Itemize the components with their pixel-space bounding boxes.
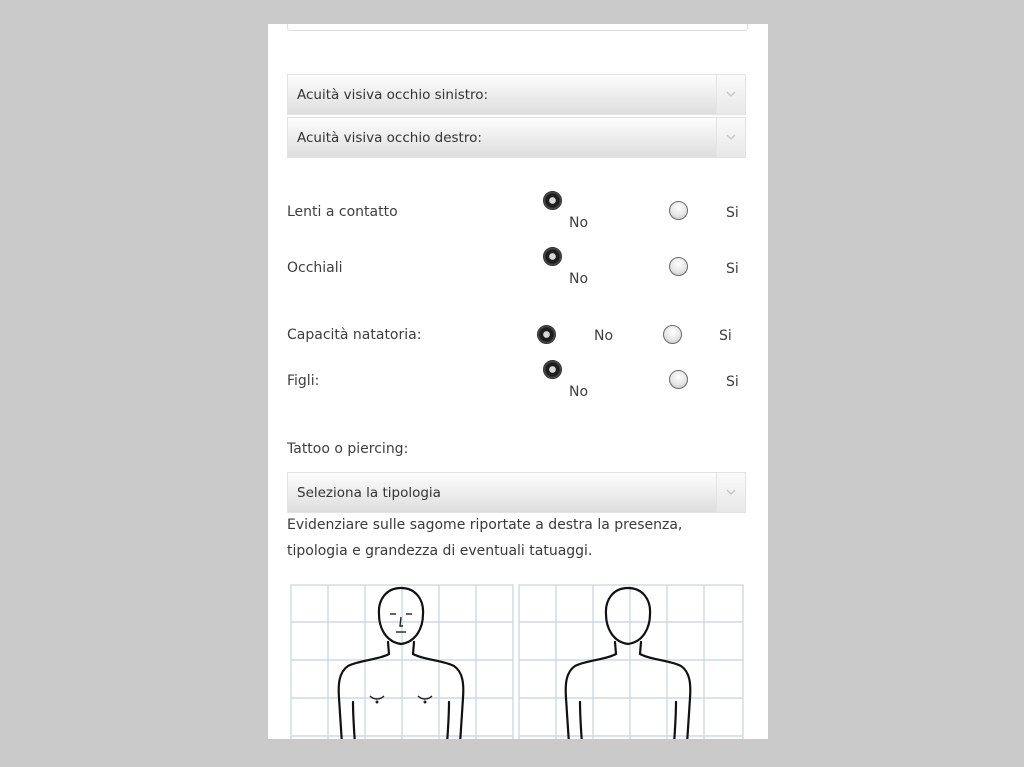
form-screen — [268, 24, 768, 739]
swimming-ability-no-label: No — [594, 328, 614, 344]
left-eye-acuity-label: Acuità visiva occhio sinistro: — [297, 87, 489, 103]
children-yes-radio[interactable] — [669, 370, 688, 389]
swimming-ability-no-radio[interactable] — [537, 325, 556, 344]
glasses-label: Occhiali — [287, 260, 343, 276]
chevron-down-icon — [716, 75, 745, 114]
glasses-yes-radio[interactable] — [669, 257, 688, 276]
tattoo-instructions-line2: tipologia e grandezza di eventuali tatuaggi. — [287, 543, 593, 559]
children-no-label: No — [569, 384, 589, 400]
front-silhouette[interactable] — [291, 585, 513, 739]
children-label: Figli: — [287, 373, 320, 389]
contact-lenses-label: Lenti a contatto — [287, 204, 398, 220]
contact-lenses-no-label: No — [569, 215, 589, 231]
right-eye-acuity-label: Acuità visiva occhio destro: — [297, 130, 482, 146]
swimming-ability-label: Capacità natatoria: — [287, 327, 422, 343]
tattoo-type-label: Seleziona la tipologia — [297, 485, 441, 501]
tattoo-instructions-line1: Evidenziare sulle sagome riportate a destra la presenza, — [287, 517, 683, 533]
glasses-no-label: No — [569, 271, 589, 287]
contact-lenses-yes-label: Si — [726, 205, 739, 221]
glasses-no-radio[interactable] — [543, 247, 562, 266]
chevron-down-icon — [716, 473, 745, 512]
glasses-yes-label: Si — [726, 261, 739, 277]
tattoo-label: Tattoo o piercing: — [287, 441, 409, 457]
children-no-radio[interactable] — [543, 360, 562, 379]
swimming-ability-yes-label: Si — [719, 328, 732, 344]
right-eye-acuity-select[interactable] — [287, 117, 746, 158]
children-yes-label: Si — [726, 374, 739, 390]
previous-field[interactable] — [287, 24, 748, 31]
chevron-down-icon — [716, 118, 745, 157]
back-silhouette[interactable] — [519, 585, 743, 739]
swimming-ability-yes-radio[interactable] — [663, 325, 682, 344]
contact-lenses-yes-radio[interactable] — [669, 201, 688, 220]
left-eye-acuity-select[interactable] — [287, 74, 746, 115]
tattoo-type-select[interactable] — [287, 472, 746, 513]
contact-lenses-no-radio[interactable] — [543, 191, 562, 210]
body-silhouettes[interactable] — [290, 584, 744, 739]
tattoo-instructions — [287, 512, 757, 564]
